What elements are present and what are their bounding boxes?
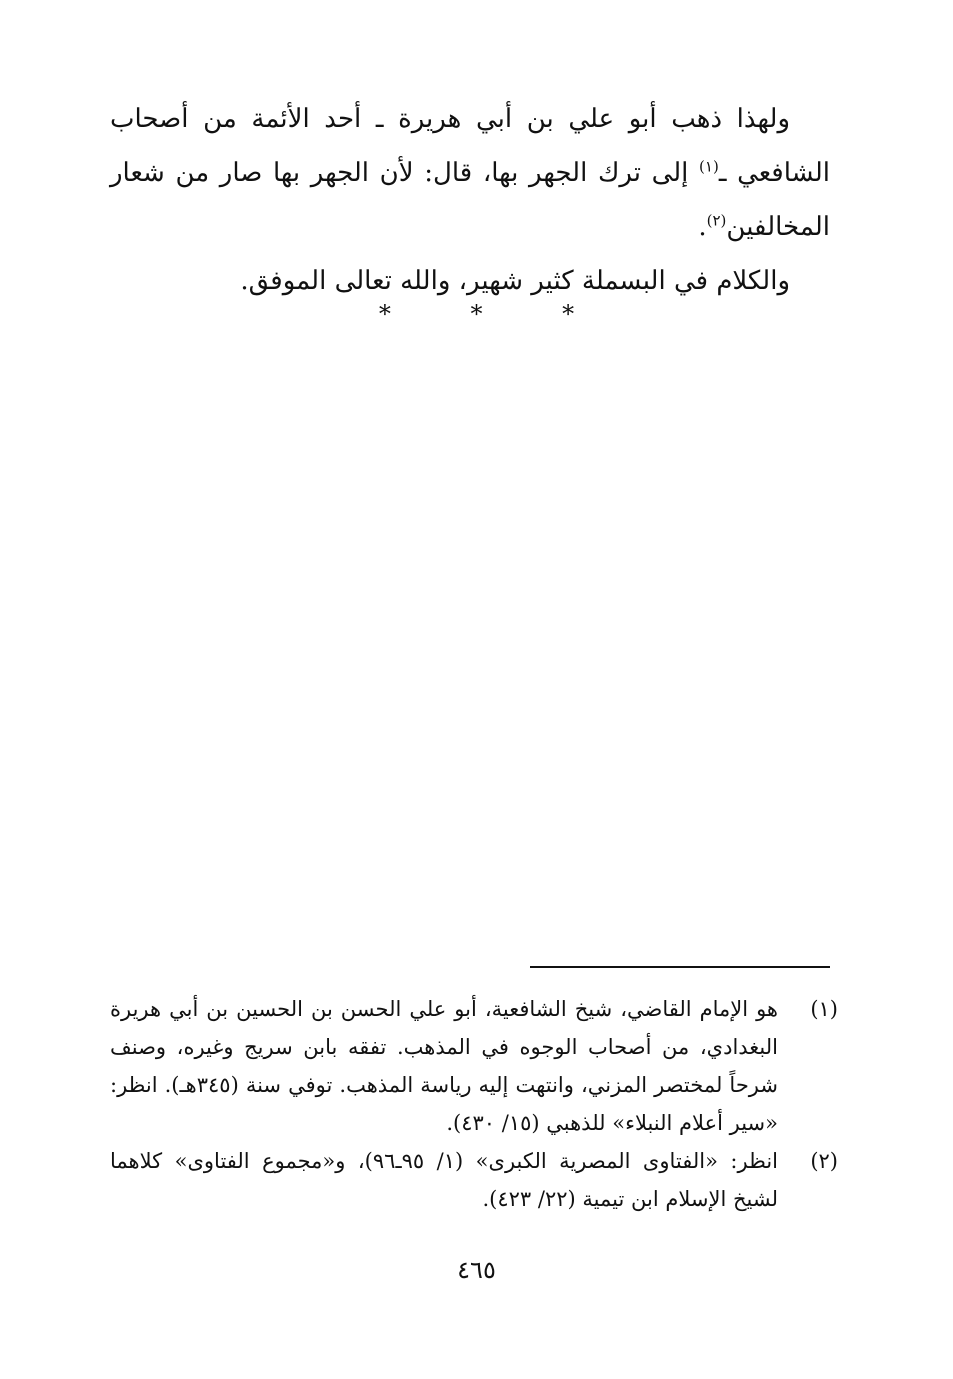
footnote-2 [110, 1142, 838, 1218]
page-number: ٤٦٥ [457, 1256, 496, 1284]
footnote-2-number: (٢) [810, 1149, 838, 1173]
paragraph-2: والكلام في البسملة كثير شهير، والله تعالى الموفق. [240, 266, 790, 296]
main-text [110, 92, 830, 308]
paragraph-1-text-b: إلى ترك الجهر بها، قال: لأن الجهر بها صار من شعار المخالفين [110, 158, 830, 242]
footnote-separator-line [530, 966, 830, 968]
paragraph-1 [110, 92, 830, 254]
footnote-1-number: (١) [810, 997, 838, 1021]
paragraph-1-text-a: ولهذا ذهب أبو علي بن أبي هريرة ـ أحد الأئمة من أصحاب الشافعي ـ [110, 104, 830, 188]
footnote-ref-1: (١) [699, 157, 719, 176]
footnote-2-text: انظر: «الفتاوى المصرية الكبرى» (١/ ٩٥ـ٩٦)، و«مجموع الفتاوى» كلاهما لشيخ الإسلام ابن تيمية (٢٢/ ٤٢٣). [110, 1149, 778, 1211]
paragraph-1-text-end: . [698, 212, 707, 242]
footnote-1-text: هو الإمام القاضي، شيخ الشافعية، أبو علي الحسن بن الحسين بن أبي هريرة البغدادي، من أصحاب الوجوه في المذهب. تفقه بابن سريج وغيره، وصنف شرحاً لمختصر المزني، وانتهت إليه رياسة المذهب. توفي سنة (٣٤٥هـ). انظر: «سير أعلام النبلاء» للذهبي (١٥/ ٤٣٠). [110, 997, 778, 1135]
footnote-1 [110, 990, 838, 1142]
footnote-ref-2: (٢) [706, 211, 727, 230]
footnotes [110, 990, 838, 1218]
section-separator-stars: * * * [378, 300, 611, 328]
